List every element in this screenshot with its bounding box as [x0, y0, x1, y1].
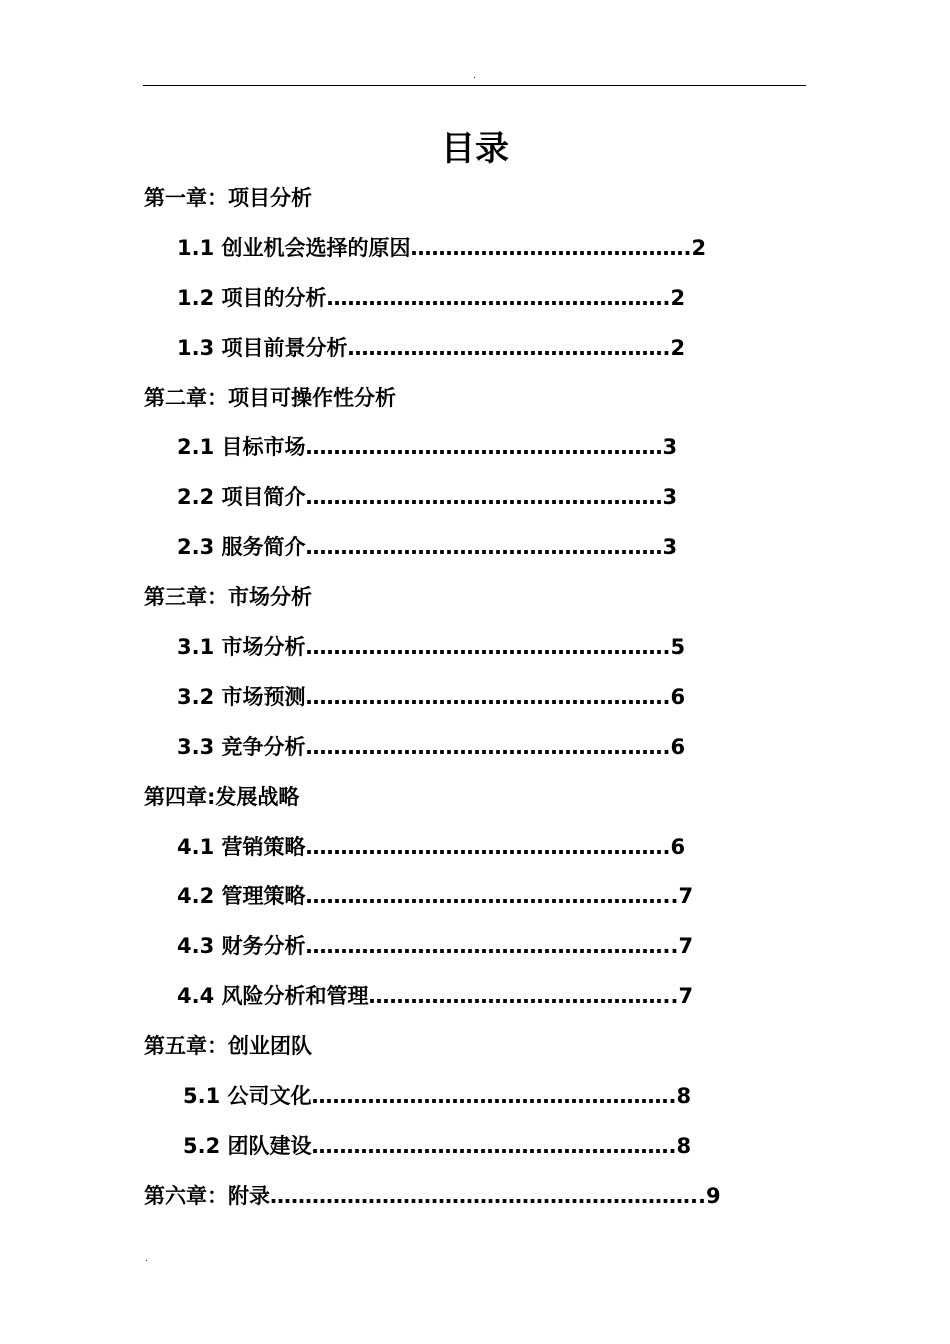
table-of-contents	[0, 178, 950, 1226]
toc-section-3-2[interactable]: 3.2 市场预测…………………………………………….6	[177, 684, 686, 709]
toc-section-3-1[interactable]: 3.1 市场分析…………………………………………….5	[177, 635, 686, 660]
toc-section-4-3[interactable]: 4.3 财务分析……………………………………………..7	[177, 934, 694, 959]
toc-section-4-4[interactable]: 4.4 风险分析和管理……………………………………..7	[177, 984, 694, 1009]
header-rule	[143, 85, 806, 86]
toc-section-5-1[interactable]: 5.1 公司文化…………………………………………….8	[183, 1084, 692, 1109]
toc-section-4-2[interactable]: 4.2 管理策略……………………………………………..7	[177, 884, 694, 909]
toc-chapter-6[interactable]: 第六章：附录……………………………………………………..9	[144, 1183, 721, 1208]
header-mark: .	[473, 71, 476, 81]
toc-section-2-1[interactable]: 2.1 目标市场……………………………………………3	[177, 435, 678, 460]
toc-section-1-3[interactable]: 1.3 项目前景分析……………………………………….2	[177, 335, 686, 360]
toc-section-4-1[interactable]: 4.1 营销策略…………………………………………….6	[177, 834, 686, 859]
toc-section-1-1[interactable]: 1.1 创业机会选择的原因………………………………….2	[177, 235, 707, 260]
toc-section-1-2[interactable]: 1.2 项目的分析………………………………………….2	[177, 285, 686, 310]
toc-section-2-2[interactable]: 2.2 项目简介……………………………………………3	[177, 485, 678, 510]
toc-title: 目录	[441, 129, 509, 169]
toc-section-3-3[interactable]: 3.3 竞争分析…………………………………………….6	[177, 734, 686, 759]
toc-chapter-4[interactable]: 第四章:发展战略	[144, 784, 300, 809]
toc-chapter-1[interactable]: 第一章：项目分析	[144, 186, 312, 210]
toc-chapter-2[interactable]: 第二章：项目可操作性分析	[144, 385, 396, 410]
toc-chapter-3[interactable]: 第三章：市场分析	[144, 585, 312, 610]
footer-mark: .	[145, 1254, 148, 1264]
toc-section-2-3[interactable]: 2.3 服务简介……………………………………………3	[177, 535, 678, 560]
toc-section-5-2[interactable]: 5.2 团队建设…………………………………………….8	[183, 1133, 692, 1158]
toc-chapter-5[interactable]: 第五章：创业团队	[144, 1034, 312, 1059]
